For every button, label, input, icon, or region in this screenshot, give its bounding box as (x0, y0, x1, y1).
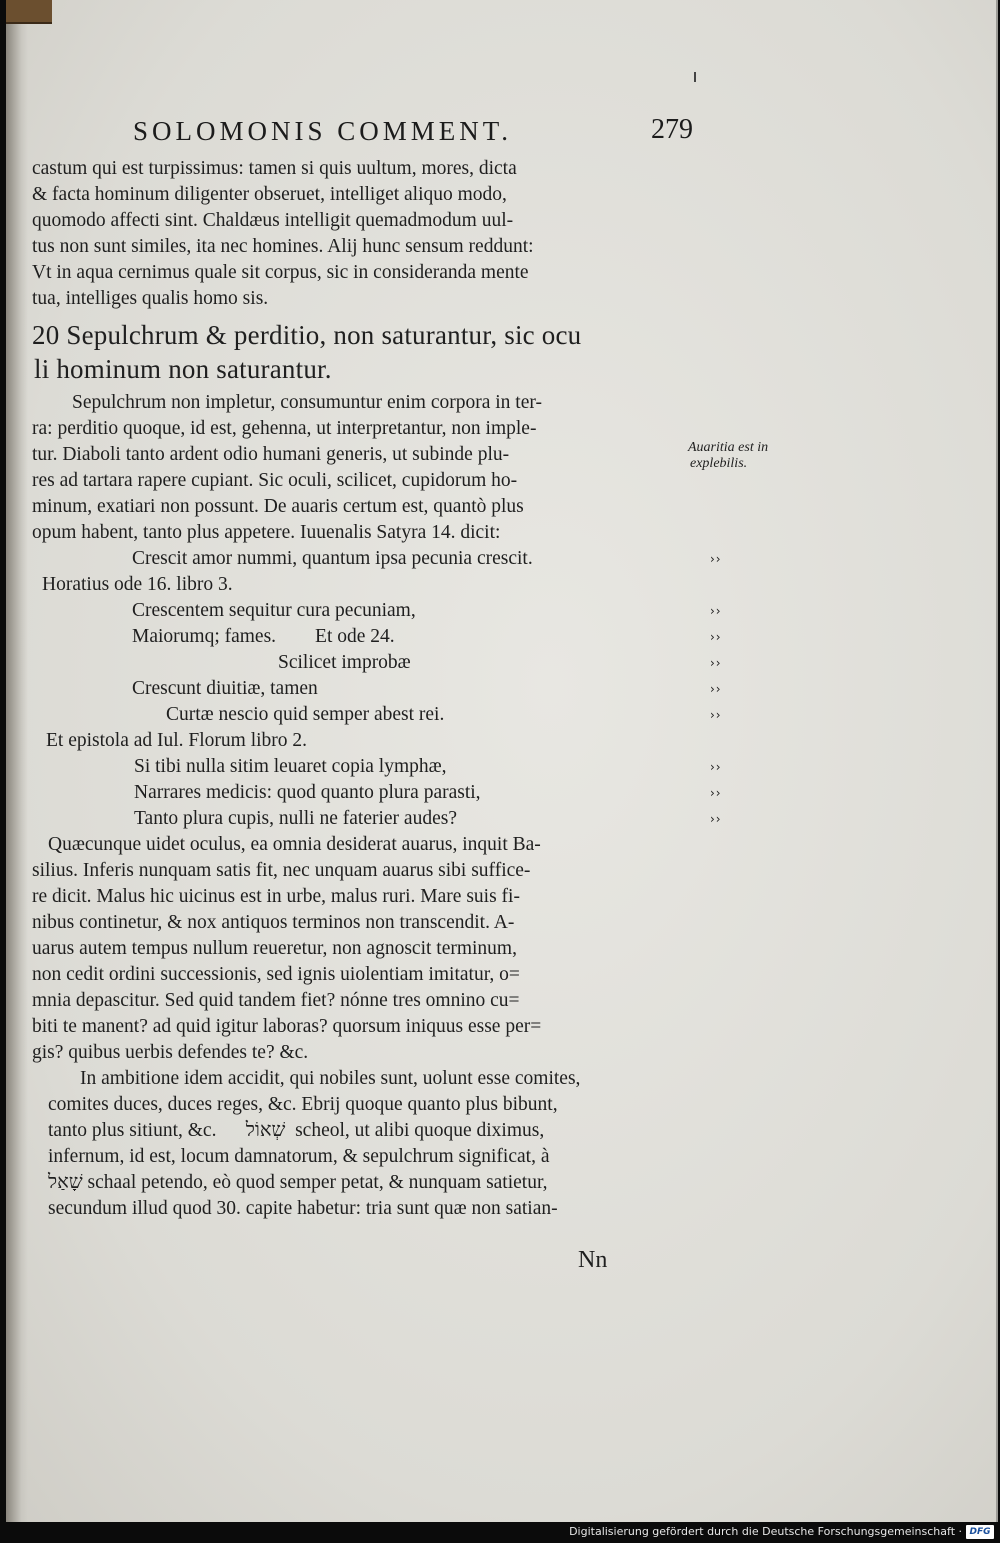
text-line: Sepulchrum non impletur, consumuntur enim corpora in ter- (72, 392, 542, 413)
marginal-note (688, 440, 808, 472)
text-line: nibus continetur, & nox antiquos terminos non transcendit. A- (32, 912, 515, 933)
quote-line (32, 806, 722, 832)
quote-line (32, 650, 722, 676)
quote-text: Tanto plura cupis, nulli ne faterier audes? (134, 808, 457, 829)
quote-mark: ›› (710, 630, 722, 644)
text-line: tua, intelliges qualis homo sis. (32, 288, 269, 309)
running-title: SOLOMONIS COMMENT. (133, 116, 513, 146)
quote-text: Crescunt diuitiæ, tamen (132, 678, 318, 699)
quote-text: Si tibi nulla sitim leuaret copia lymphæ, (134, 756, 447, 777)
scanned-page (6, 0, 998, 1522)
dfg-logo-icon: DFG (966, 1525, 994, 1539)
corner-tab (6, 0, 52, 24)
verse-heading: 20 Sepulchrum & perditio, non saturantur, sic ocu (32, 320, 582, 350)
text-line: res ad tartara rapere cupiant. Sic oculi, scilicet, cupidorum ho- (32, 470, 518, 491)
text-line: non cedit ordini successionis, sed ignis uiolentiam imitatur, o= (32, 964, 520, 985)
book-spine-shadow (6, 0, 28, 1522)
quote-mark: ›› (710, 656, 722, 670)
text-line: castum qui est turpissimus: tamen si quis uultum, mores, dicta (32, 158, 517, 179)
text-line: infernum, id est, locum damnatorum, & sepulchrum significat, à (48, 1146, 550, 1167)
marginal-note-line: Auaritia est in (688, 440, 769, 455)
text-line: minum, exatiari non possunt. De auaris certum est, quantò plus (32, 496, 524, 517)
quote-text: Curtæ nescio quid semper abest rei. (166, 704, 445, 725)
quote-line (32, 624, 722, 650)
text-line: שָׁאַל schaal petendo, eò quod semper petat, & nunquam satietur, (48, 1172, 548, 1193)
quote-text: Narrares medicis: quod quanto plura parasti, (134, 782, 481, 803)
quote-text: Crescit amor nummi, quantum ipsa pecunia crescit. (132, 548, 533, 569)
text-line: uarus autem tempus nullum reueretur, non agnoscit terminum, (32, 938, 517, 959)
funding-credit: Digitalisierung gefördert durch die Deutsche Forschungsgemeinschaft · (569, 1525, 962, 1538)
text-line: secundum illud quod 30. capite habetur: tria sunt quæ non satian- (48, 1198, 558, 1219)
quote-line (32, 676, 722, 702)
text-line: re dicit. Malus hic uicinus est in urbe, malus ruri. Mare suis fi- (32, 886, 520, 907)
quote-line (32, 754, 722, 780)
page-number: 279 (651, 114, 693, 145)
text-line: gis? quibus uerbis defendes te? &c. (32, 1042, 309, 1063)
text-line: mnia depascitur. Sed quid tandem fiet? nónne tres omnino cu= (32, 990, 520, 1011)
marginal-note-line: explebilis. (690, 456, 748, 471)
quote-text: Maiorumq; fames. Et ode 24. (132, 626, 395, 647)
quote-mark: ›› (710, 812, 722, 826)
text-line: Horatius ode 16. libro 3. (42, 574, 233, 595)
text-line: Quæcunque uidet oculus, ea omnia desiderat auarus, inquit Ba- (48, 834, 541, 855)
quote-mark: ›› (710, 708, 722, 722)
quote-line (32, 598, 722, 624)
text-line: tanto plus sitiunt, &c. שְׁאוֹל scheol, ut alibi quoque diximus, (48, 1120, 545, 1141)
quote-mark: ›› (710, 760, 722, 774)
quote-mark: ›› (710, 682, 722, 696)
text-line: comites duces, duces reges, &c. Ebrij quoque quanto plus bibunt, (48, 1094, 558, 1115)
text-line: Vt in aqua cernimus quale sit corpus, sic in considerandа mente (32, 262, 529, 283)
quote-line (32, 546, 722, 572)
quote-line (32, 702, 722, 728)
quote-text: Scilicet improbæ (278, 652, 411, 673)
text-line: opum habent, tanto plus appetere. Iuuenalis Satyra 14. dicit: (32, 522, 501, 543)
quote-mark: ›› (710, 786, 722, 800)
text-line: In ambitione idem accidit, qui nobiles sunt, uolunt esse comites, (80, 1068, 581, 1089)
text-line: tur. Diaboli tanto ardent odio humani generis, ut subinde plu- (32, 444, 510, 465)
text-line: tus non sunt similes, ita nec homines. Alij hunc sensum reddunt: (32, 236, 534, 257)
verse-heading: li hominum non saturantur. (34, 354, 332, 384)
quote-mark: ›› (710, 552, 722, 566)
text-line: Et epistola ad Iul. Florum libro 2. (46, 730, 308, 751)
quote-mark: ›› (710, 604, 722, 618)
text-line: quomodo affecti sint. Chaldæus intelligit quemadmodum uul- (32, 210, 514, 231)
footer-bar (0, 1522, 1000, 1543)
text-line: ra: perditio quoque, id est, gehenna, ut interpretantur, non imple- (32, 418, 537, 439)
text-line: silius. Inferis nunquam satis fit, nec unquam auarus sibi suffice- (32, 860, 531, 881)
quote-line (32, 780, 722, 806)
signature-mark: Nn (578, 1247, 608, 1273)
text-line: biti te manent? ad quid igitur laboras? quorsum iniquus esse per= (32, 1016, 542, 1037)
text-line: & facta hominum diligenter obseruet, intelliget aliquo modo, (32, 184, 507, 205)
ink-mark (694, 72, 696, 82)
quote-text: Crescentem sequitur cura pecuniam, (132, 600, 416, 621)
